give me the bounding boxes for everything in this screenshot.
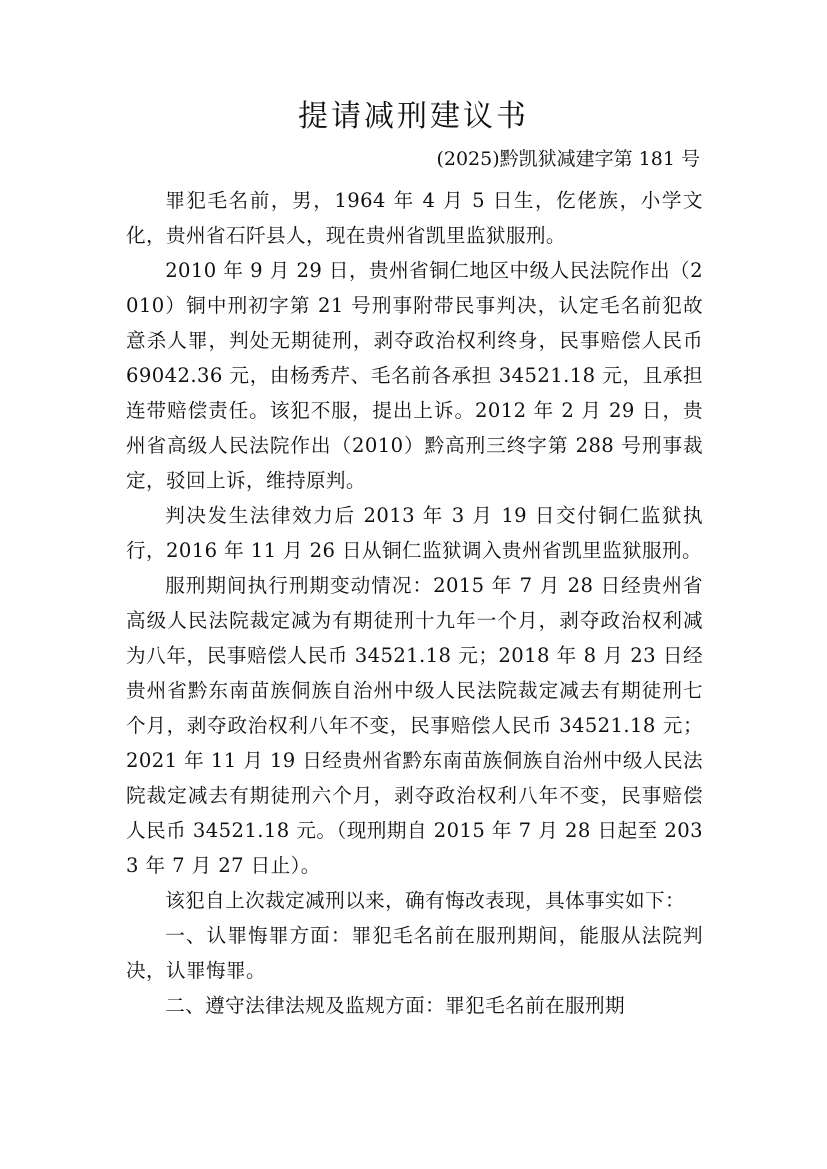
paragraph-execution: 判决发生法律效力后 2013 年 3 月 19 日交付铜仁监狱执行，2016 年 11 月 26 日从铜仁监狱调入贵州省凯里监狱服刑。 xyxy=(126,504,703,562)
paragraph-prisoner-info: 罪犯毛名前，男，1964 年 4 月 5 日生，仡佬族，小学文化，贵州省石阡县人，现在贵州省凯里监狱服刑。 xyxy=(126,189,703,247)
paragraph-section-two: 二、遵守法律法规及监规方面：罪犯毛名前在服刑期 xyxy=(165,994,626,1017)
paragraph-original-judgment: 2010 年 9 月 29 日，贵州省铜仁地区中级人民法院作出（2010）铜中刑初字第 21 号刑事附带民事判决，认定毛名前犯故意杀人罪，判处无期徒刑，剥夺政治权利终身，民事赔偿人民币 69042.36 元，由杨秀芹、毛名前各承担 34521.18 元，且承担连带赔偿责任。该犯不服，提出上诉。2012 年 2 月 29 日，贵州省高级人民法院作出（2010）黔高刑三终字第 288 号刑事裁定，驳回上诉，维持原判。 xyxy=(126,259,703,492)
paragraph-sentence-changes: 服刑期间执行刑期变动情况：2015 年 7 月 28 日经贵州省高级人民法院裁定减为有期徒刑十九年一个月，剥夺政治权利减为八年，民事赔偿人民币 34521.18 元；2018 年 8 月 23 日经贵州省黔东南苗族侗族自治州中级人民法院裁定减去有期徒刑七个月，剥夺政治权利八年不变，民事赔偿人民币 34521.18 元；2021 年 11 月 19 日经贵州省黔东南苗族侗族自治州中级人民法院裁定减去有期徒刑六个月，剥夺政治权利八年不变，民事赔偿人民币 34521.18 元。（现刑期自 2015 年 7 月 28 日起至 2033 年 7 月 27 日止）。 xyxy=(126,574,703,877)
document-number: (2025)黔凯狱减建字第 181 号 xyxy=(436,148,700,170)
document-title: 提请减刑建议书 xyxy=(298,99,529,134)
paragraph-section-one: 一、认罪悔罪方面：罪犯毛名前在服刑期间，能服从法院判决，认罪悔罪。 xyxy=(126,924,703,982)
document-body xyxy=(126,183,703,1023)
paragraph-repentance-summary: 该犯自上次裁定减刑以来，确有悔改表现，具体事实如下： xyxy=(165,889,686,912)
